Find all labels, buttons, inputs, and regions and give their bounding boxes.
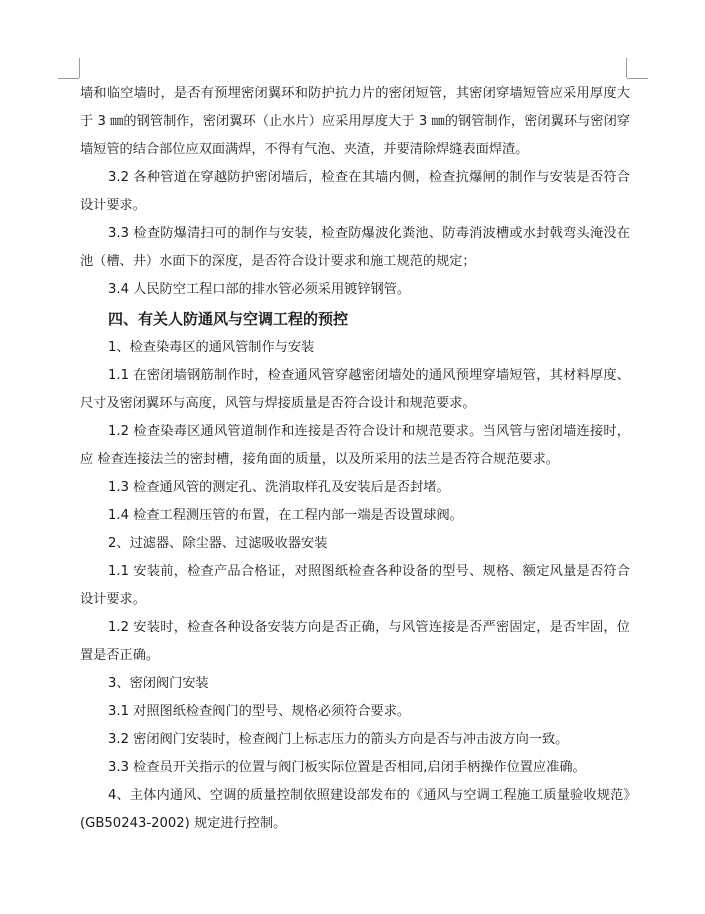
- paragraph-1: 墙和临空墙时，是否有预埋密闭翼环和防护抗力片的密闭短管，其密闭穿墙短管应采用厚度大于 3 ㎜的钢管制作，密闭翼环（止水片）应采用厚度大于 3 ㎜的钢管制作，密闭翼环与密闭穿墙短管的结合部位应双面满焊，不得有气泡、夹渣，并要清除焊缝表面焊渣。: [80, 86, 630, 157]
- paragraph-1-2: 1.2 检查染毒区通风管道制作和连接是否符合设计和规范要求。当风管与密闭墙连接时，应 检查连接法兰的密封槽，接角面的质量，以及所采用的法兰是否符合规范要求。: [80, 424, 630, 467]
- paragraph-3-3-1: 3.1 对照图纸检查阀门的型号、规格必须符合要求。: [108, 704, 411, 719]
- paragraph-2-1-2: 1.2 安装时，检查各种设备安装方向是否正确，与风管连接是否严密固定，是否牢固，位置是否正确。: [80, 620, 630, 663]
- subsection-2-title: 2、过滤器、除尘器、过滤吸收器安装: [108, 536, 328, 551]
- paragraph-1-1: 1.1 在密闭墙钢筋制作时，检查通风管穿越密闭墙处的通风预埋穿墙短管，其材料厚度、尺寸及密闭翼环与高度，风管与焊接质量是否符合设计和规范要求。: [80, 368, 630, 411]
- paragraph-3-4: 3.4 人民防空工程口部的排水管必须采用镀锌钢管。: [108, 282, 411, 297]
- crop-mark-left-vertical: [79, 58, 80, 78]
- paragraph-4: 4、主体内通风、空调的质量控制依照建设部发布的《通风与空调工程施工质量验收规范》(GB50243-2002) 规定进行控制。: [80, 788, 630, 831]
- crop-mark-right-vertical: [626, 58, 627, 78]
- section-heading-4: 四、有关人防通风与空调工程的预控: [108, 310, 349, 328]
- crop-mark-right-horizontal: [627, 78, 648, 79]
- paragraph-3-3-2: 3.2 密闭阀门安装时，检查阀门上标志压力的箭头方向是否与冲击波方向一致。: [108, 732, 569, 747]
- document-page: [80, 80, 630, 838]
- paragraph-1-3: 1.3 检查通风管的测定孔、洗消取样孔及安装后是否封堵。: [108, 480, 450, 495]
- subsection-3-title: 3、密闭阀门安装: [108, 676, 209, 691]
- crop-mark-left-horizontal: [58, 78, 79, 79]
- paragraph-3-3: 3.3 检查防爆清扫可的制作与安装，检查防爆波化粪池、防毒消波槽或水封戟弯头淹没在池（槽、井）水面下的深度，是否符合设计要求和施工规范的规定；: [80, 226, 630, 269]
- subsection-1-title: 1、检查染毒区的通风管制作与安装: [108, 340, 315, 355]
- paragraph-1-4: 1.4 检查工程测压管的布置，在工程内部一端是否设置球阀。: [108, 508, 463, 523]
- paragraph-3-2: 3.2 各种管道在穿越防护密闭墙后，检查在其墙内侧，检查抗爆闸的制作与安装是否符合设计要求。: [80, 170, 630, 213]
- paragraph-3-3-3: 3.3 检查员开关指示的位置与阀门板实际位置是否相同,启闭手柄操作位置应准确。: [108, 760, 586, 775]
- paragraph-2-1-1: 1.1 安装前，检查产品合格证，对照图纸检查各种设备的型号、规格、额定风量是否符合设计要求。: [80, 564, 630, 607]
